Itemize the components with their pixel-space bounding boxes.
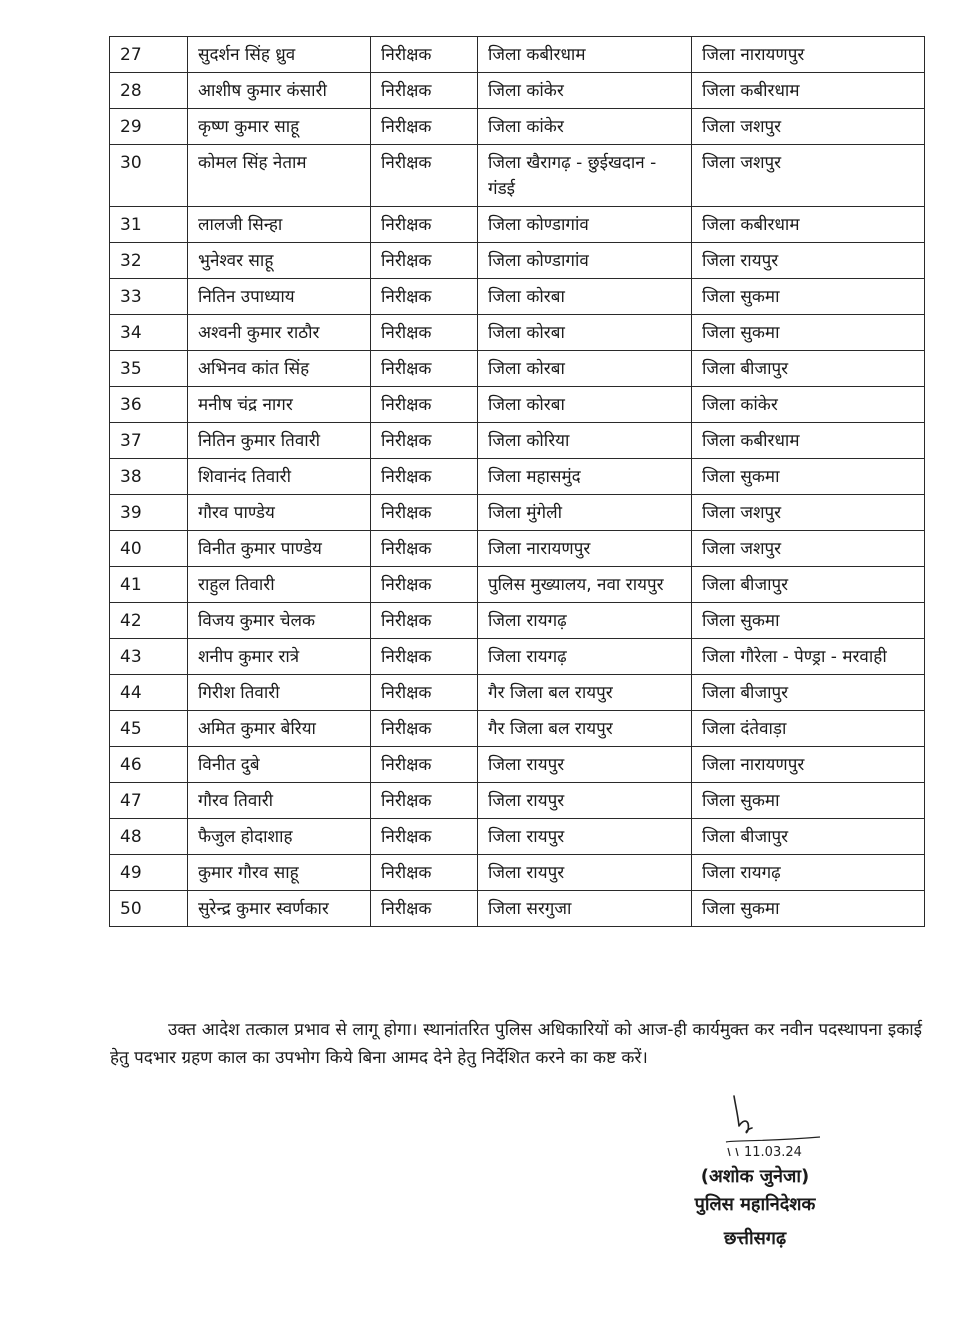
serial-cell: 39 xyxy=(110,495,188,531)
name-cell: विजय कुमार चेलक xyxy=(188,603,371,639)
new-posting-cell: जिला जशपुर xyxy=(692,495,925,531)
new-posting-cell: जिला कबीरधाम xyxy=(692,207,925,243)
current-posting-cell: जिला रायपुर xyxy=(478,747,692,783)
serial-cell: 27 xyxy=(110,37,188,73)
name-cell: कृष्ण कुमार साहू xyxy=(188,109,371,145)
rank-cell: निरीक्षक xyxy=(371,891,478,927)
name-cell: आशीष कुमार कंसारी xyxy=(188,73,371,109)
rank-cell: निरीक्षक xyxy=(371,109,478,145)
current-posting-cell: जिला कोरबा xyxy=(478,315,692,351)
rank-cell: निरीक्षक xyxy=(371,531,478,567)
rank-cell: निरीक्षक xyxy=(371,495,478,531)
serial-cell: 36 xyxy=(110,387,188,423)
rank-cell: निरीक्षक xyxy=(371,387,478,423)
serial-cell: 41 xyxy=(110,567,188,603)
new-posting-cell: जिला रायपुर xyxy=(692,243,925,279)
table-row xyxy=(110,495,925,531)
rank-cell: निरीक्षक xyxy=(371,603,478,639)
name-cell: कोमल सिंह नेताम xyxy=(188,145,371,207)
table-row xyxy=(110,855,925,891)
name-cell: नितिन कुमार तिवारी xyxy=(188,423,371,459)
current-posting-cell: जिला कोण्डागांव xyxy=(478,243,692,279)
new-posting-cell: जिला रायगढ़ xyxy=(692,855,925,891)
name-cell: गौरव पाण्डेय xyxy=(188,495,371,531)
current-posting-cell: जिला कोण्डागांव xyxy=(478,207,692,243)
serial-cell: 50 xyxy=(110,891,188,927)
new-posting-cell: जिला कांकेर xyxy=(692,387,925,423)
current-posting-cell: जिला रायगढ़ xyxy=(478,603,692,639)
table-row xyxy=(110,531,925,567)
rank-cell: निरीक्षक xyxy=(371,567,478,603)
rank-cell: निरीक्षक xyxy=(371,819,478,855)
new-posting-cell: जिला सुकमा xyxy=(692,603,925,639)
table-row xyxy=(110,675,925,711)
rank-cell: निरीक्षक xyxy=(371,145,478,207)
table-row xyxy=(110,145,925,207)
name-cell: विनीत कुमार पाण्डेय xyxy=(188,531,371,567)
name-cell: कुमार गौरव साहू xyxy=(188,855,371,891)
signature-block xyxy=(640,1090,870,1300)
transfer-table xyxy=(109,36,925,927)
current-posting-cell: जिला कबीरधाम xyxy=(478,37,692,73)
serial-cell: 32 xyxy=(110,243,188,279)
name-cell: गिरीश तिवारी xyxy=(188,675,371,711)
name-cell: गौरव तिवारी xyxy=(188,783,371,819)
serial-cell: 29 xyxy=(110,109,188,145)
name-cell: अश्वनी कुमार राठौर xyxy=(188,315,371,351)
current-posting-cell: जिला रायगढ़ xyxy=(478,639,692,675)
table-row xyxy=(110,73,925,109)
name-cell: अमित कुमार बेरिया xyxy=(188,711,371,747)
rank-cell: निरीक्षक xyxy=(371,73,478,109)
order-note: उक्त आदेश तत्काल प्रभाव से लागू होगा। स्थानांतरित पुलिस अधिकारियों को आज-ही कार्यमुक्त कर नवीन पदस्थापना इकाई हेतु पदभार ग्रहण काल का उपभोग किये बिना आमद देने हेतु निर्देशित करने का कष्ट करें। xyxy=(110,1020,922,1068)
serial-cell: 45 xyxy=(110,711,188,747)
current-posting-cell: जिला महासमुंद xyxy=(478,459,692,495)
table-row xyxy=(110,711,925,747)
current-posting-cell: जिला कांकेर xyxy=(478,73,692,109)
current-posting-cell: जिला कोरिया xyxy=(478,423,692,459)
name-cell: विनीत दुबे xyxy=(188,747,371,783)
table-body xyxy=(110,37,925,927)
rank-cell: निरीक्षक xyxy=(371,37,478,73)
table-row xyxy=(110,603,925,639)
current-posting-cell: गैर जिला बल रायपुर xyxy=(478,711,692,747)
table-row xyxy=(110,109,925,145)
table-row xyxy=(110,783,925,819)
table-row xyxy=(110,423,925,459)
rank-cell: निरीक्षक xyxy=(371,711,478,747)
serial-cell: 46 xyxy=(110,747,188,783)
table-row xyxy=(110,351,925,387)
new-posting-cell: जिला सुकमा xyxy=(692,783,925,819)
name-cell: अभिनव कांत सिंह xyxy=(188,351,371,387)
name-cell: लालजी सिन्हा xyxy=(188,207,371,243)
current-posting-cell: पुलिस मुख्यालय, नवा रायपुर xyxy=(478,567,692,603)
new-posting-cell: जिला कबीरधाम xyxy=(692,73,925,109)
rank-cell: निरीक्षक xyxy=(371,747,478,783)
name-cell: शिवानंद तिवारी xyxy=(188,459,371,495)
serial-cell: 35 xyxy=(110,351,188,387)
rank-cell: निरीक्षक xyxy=(371,783,478,819)
current-posting-cell: जिला कोरबा xyxy=(478,279,692,315)
new-posting-cell: जिला गौरेला - पेण्ड्रा - मरवाही xyxy=(692,639,925,675)
signatory-name: (अशोक जुनेजा) xyxy=(700,1166,810,1187)
serial-cell: 37 xyxy=(110,423,188,459)
new-posting-cell: जिला सुकमा xyxy=(692,891,925,927)
rank-cell: निरीक्षक xyxy=(371,243,478,279)
table-row xyxy=(110,387,925,423)
table-row xyxy=(110,747,925,783)
serial-cell: 40 xyxy=(110,531,188,567)
table-row xyxy=(110,315,925,351)
new-posting-cell: जिला सुकमा xyxy=(692,279,925,315)
serial-cell: 30 xyxy=(110,145,188,207)
serial-cell: 38 xyxy=(110,459,188,495)
serial-cell: 47 xyxy=(110,783,188,819)
rank-cell: निरीक्षक xyxy=(371,639,478,675)
name-cell: भुनेश्वर साहू xyxy=(188,243,371,279)
table-row xyxy=(110,567,925,603)
current-posting-cell: जिला रायपुर xyxy=(478,783,692,819)
current-posting-cell: जिला रायपुर xyxy=(478,855,692,891)
current-posting-cell: जिला मुंगेली xyxy=(478,495,692,531)
name-cell: राहुल तिवारी xyxy=(188,567,371,603)
new-posting-cell: जिला बीजापुर xyxy=(692,567,925,603)
rank-cell: निरीक्षक xyxy=(371,855,478,891)
new-posting-cell: जिला बीजापुर xyxy=(692,351,925,387)
current-posting-cell: जिला कांकेर xyxy=(478,109,692,145)
new-posting-cell: जिला बीजापुर xyxy=(692,819,925,855)
signatory-state: छत्तीसगढ़ xyxy=(723,1228,787,1249)
rank-cell: निरीक्षक xyxy=(371,315,478,351)
serial-cell: 33 xyxy=(110,279,188,315)
serial-cell: 34 xyxy=(110,315,188,351)
name-cell: फैजुल होदाशाह xyxy=(188,819,371,855)
serial-cell: 43 xyxy=(110,639,188,675)
name-cell: शनीप कुमार रात्रे xyxy=(188,639,371,675)
current-posting-cell: जिला सरगुजा xyxy=(478,891,692,927)
serial-cell: 48 xyxy=(110,819,188,855)
table-row xyxy=(110,37,925,73)
rank-cell: निरीक्षक xyxy=(371,423,478,459)
serial-cell: 49 xyxy=(110,855,188,891)
table-row xyxy=(110,279,925,315)
name-cell: नितिन उपाध्याय xyxy=(188,279,371,315)
serial-cell: 31 xyxy=(110,207,188,243)
name-cell: सुरेन्द्र कुमार स्वर्णकार xyxy=(188,891,371,927)
new-posting-cell: जिला नारायणपुर xyxy=(692,747,925,783)
name-cell: सुदर्शन सिंह ध्रुव xyxy=(188,37,371,73)
rank-cell: निरीक्षक xyxy=(371,459,478,495)
new-posting-cell: जिला सुकमा xyxy=(692,315,925,351)
table-row xyxy=(110,819,925,855)
current-posting-cell: गैर जिला बल रायपुर xyxy=(478,675,692,711)
new-posting-cell: जिला दंतेवाड़ा xyxy=(692,711,925,747)
current-posting-cell: जिला नारायणपुर xyxy=(478,531,692,567)
current-posting-cell: जिला रायपुर xyxy=(478,819,692,855)
new-posting-cell: जिला नारायणपुर xyxy=(692,37,925,73)
current-posting-cell: जिला कोरबा xyxy=(478,387,692,423)
serial-cell: 28 xyxy=(110,73,188,109)
table-row xyxy=(110,243,925,279)
handwritten-signature xyxy=(700,1090,830,1162)
serial-cell: 42 xyxy=(110,603,188,639)
table-row xyxy=(110,891,925,927)
new-posting-cell: जिला जशपुर xyxy=(692,109,925,145)
signatory-designation: पुलिस महानिदेशक xyxy=(694,1194,816,1215)
new-posting-cell: जिला सुकमा xyxy=(692,459,925,495)
rank-cell: निरीक्षक xyxy=(371,207,478,243)
new-posting-cell: जिला जशपुर xyxy=(692,145,925,207)
new-posting-cell: जिला बीजापुर xyxy=(692,675,925,711)
table-row xyxy=(110,459,925,495)
rank-cell: निरीक्षक xyxy=(371,675,478,711)
current-posting-cell: जिला कोरबा xyxy=(478,351,692,387)
table-row xyxy=(110,639,925,675)
rank-cell: निरीक्षक xyxy=(371,351,478,387)
svg-text:11.03.24: 11.03.24 xyxy=(744,1145,802,1160)
current-posting-cell: जिला खैरागढ़ - छुईखदान - गंडई xyxy=(478,145,692,207)
rank-cell: निरीक्षक xyxy=(371,279,478,315)
serial-cell: 44 xyxy=(110,675,188,711)
table-row xyxy=(110,207,925,243)
name-cell: मनीष चंद्र नागर xyxy=(188,387,371,423)
new-posting-cell: जिला जशपुर xyxy=(692,531,925,567)
new-posting-cell: जिला कबीरधाम xyxy=(692,423,925,459)
